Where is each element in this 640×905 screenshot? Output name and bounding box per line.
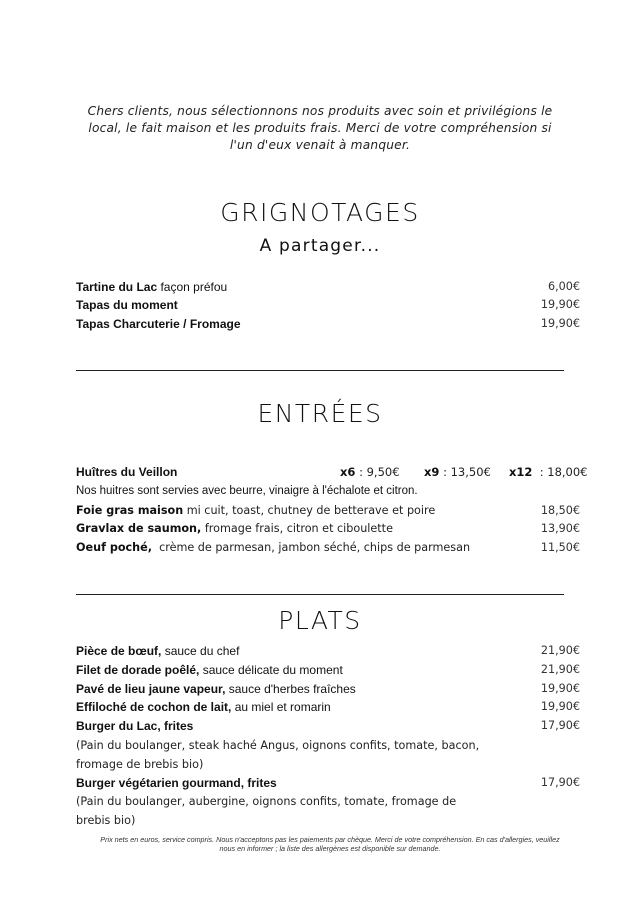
item-price: 19,90€	[540, 298, 580, 311]
item-name: Tartine du Lac	[76, 280, 158, 294]
section-title-plats: PLATS	[278, 606, 362, 635]
item-name: Tapas du moment	[76, 298, 178, 312]
veggie-burger-description: (Pain du boulanger, aubergine, oignons confits, tomate, fromage de brebis bio)	[76, 795, 457, 827]
menu-item: Pièce de bœuf, sauce du chef 21,90€	[76, 644, 580, 658]
oyster-option: x9 : 13,50€	[424, 465, 491, 479]
oyster-option: x12 : 18,00€	[509, 465, 588, 479]
item-desc: façon préfou	[160, 280, 228, 294]
section-title-entrees: ENTRÉES	[257, 399, 383, 428]
intro-text: Chers clients, nous sélectionnons nos produits avec soin et privilégions le local, le fait maison et les produits frais. Merci de votre compréhension si l'un d'eux venait à manquer.	[87, 104, 553, 152]
divider	[76, 370, 564, 371]
oysters-item	[76, 464, 580, 480]
menu-item: Pavé de lieu jaune vapeur, sauce d'herbes fraîches 19,90€	[76, 682, 580, 696]
item-price: 6,00€	[547, 280, 580, 293]
item-price: 19,90€	[540, 317, 580, 330]
footer-note: Prix nets en euros, service compris. Nous n'acceptons pas les paiements par chèque. Merci de votre compréhension. En cas d'allergies, veuillez nous en informer ; la liste des allergènes est disponible sur demande.	[100, 835, 560, 853]
menu-item	[76, 316, 580, 332]
oyster-option: x6 : 9,50€	[340, 465, 400, 479]
menu-item	[76, 297, 580, 313]
divider	[76, 594, 564, 595]
menu-item: Gravlax de saumon, fromage frais, citron et ciboulette 13,90€	[76, 522, 580, 535]
menu-item: Burger du Lac, frites 17,90€	[76, 719, 580, 733]
menu-item: Filet de dorade poêlé, sauce délicate du moment 21,90€	[76, 663, 580, 677]
oysters-note: Nos huitres sont servies avec beurre, vinaigre à l'échalote et citron.	[76, 485, 418, 497]
burger-description: (Pain du boulanger, steak haché Angus, oignons confits, tomate, bacon, fromage de brebis bio)	[76, 739, 480, 771]
section-title-grignotages: GRIGNOTAGES	[220, 198, 420, 227]
menu-item: Foie gras maison mi cuit, toast, chutney de betterave et poire 18,50€	[76, 504, 580, 517]
menu-item: Burger végétarien gourmand, frites 17,90€	[76, 776, 580, 790]
menu-item: Effiloché de cochon de lait, au miel et romarin 19,90€	[76, 700, 580, 714]
menu-item	[76, 279, 580, 295]
section-subtitle: A partager...	[259, 236, 381, 256]
menu-item: Oeuf poché, crème de parmesan, jambon séché, chips de parmesan 11,50€	[76, 541, 580, 554]
item-name: Huîtres du Veillon	[76, 465, 178, 479]
item-name: Tapas Charcuterie / Fromage	[76, 317, 241, 331]
